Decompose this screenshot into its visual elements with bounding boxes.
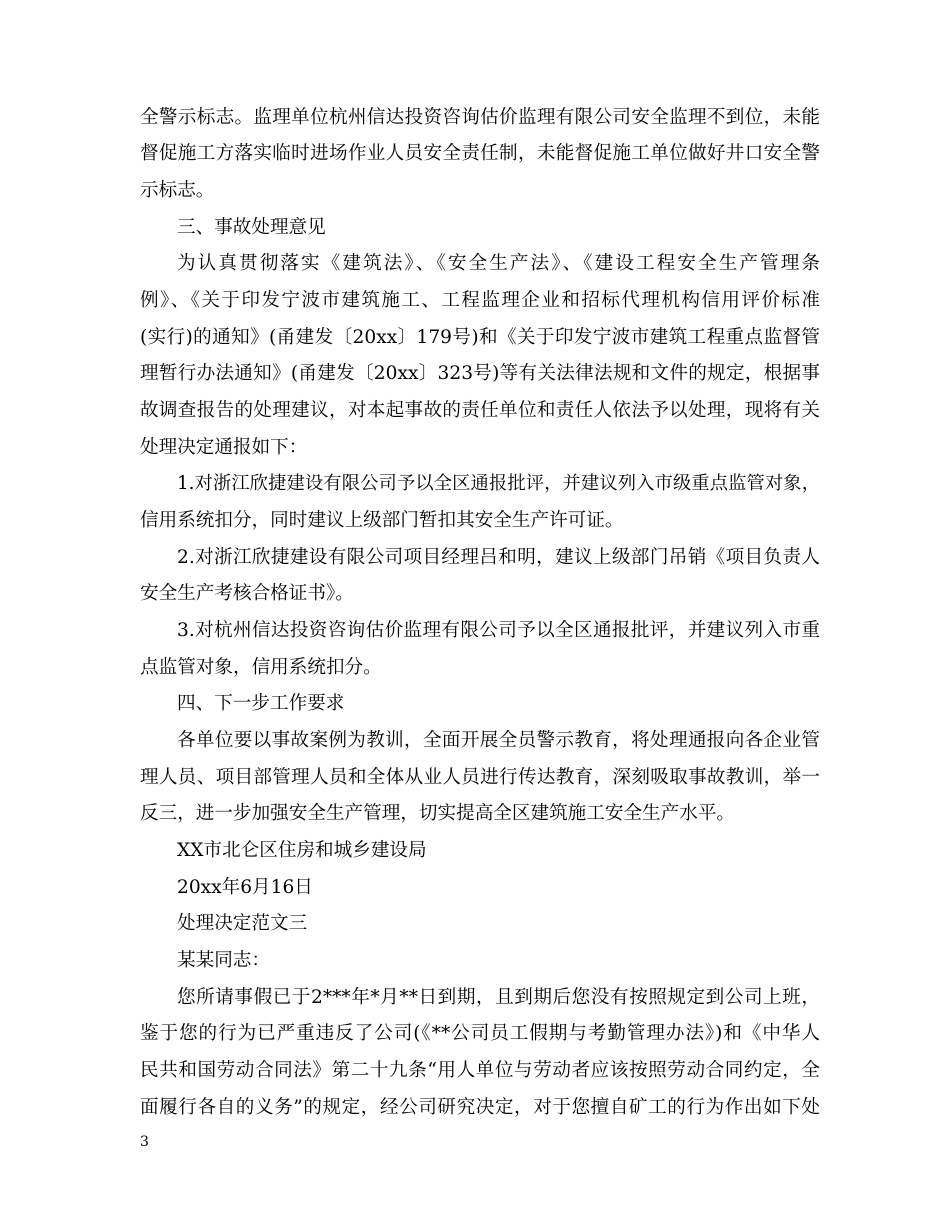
text-line: 故调查报告的处理建议，对本起事故的责任单位和责任人依法予以处理，现将有关 — [140, 400, 820, 421]
text-line: 2.对浙江欣捷建设有限公司项目经理吕和明，建议上级部门吊销《项目负责人 — [177, 547, 820, 568]
text-line: 点监管对象，信用系统扣分。 — [140, 657, 382, 678]
text-line: 为认真贯彻落实《建筑法》、《安全生产法》、《建设工程安全生产管理条 — [177, 253, 820, 274]
text-line: 各单位要以事故案例为教训，全面开展全员警示教育，将处理通报向各企业管 — [177, 730, 820, 751]
text-line: 某某同志： — [177, 950, 270, 971]
text-line: 示标志。 — [140, 180, 215, 201]
text-line: 三、事故处理意见 — [177, 217, 326, 238]
text-line: 您所请事假已于2***年*月**日到期，且到期后您没有按照规定到公司上班， — [177, 987, 820, 1008]
text-line: 20xx年6月16日 — [177, 877, 313, 898]
text-line: 安全生产考核合格证书》。 — [140, 583, 354, 604]
text-line: 面履行各自的义务”的规定，经公司研究决定，对于您擅自矿工的行为作出如下处 — [140, 1097, 820, 1118]
text-line: 鉴于您的行为已严重违反了公司(《**公司员工假期与考勤管理办法》)和《中华人 — [140, 1023, 820, 1044]
text-line: 处理决定范文三 — [177, 913, 308, 934]
text-line: XX市北仑区住房和城乡建设局 — [177, 840, 427, 861]
text-line: (实行)的通知》(甬建发〔20xx〕179号)和《关于印发宁波市建筑工程重点监督管 — [140, 327, 820, 348]
text-line: 例》、《关于印发宁波市建筑施工、工程监理企业和招标代理机构信用评价标准 — [140, 290, 820, 311]
text-line: 理暂行办法通知》(甬建发〔20xx〕323号)等有关法律法规和文件的规定，根据事 — [140, 363, 820, 384]
text-line: 3.对杭州信达投资咨询估价监理有限公司予以全区通报批评，并建议列入市重 — [177, 620, 820, 641]
text-line: 信用系统扣分，同时建议上级部门暂扣其安全生产许可证。 — [140, 510, 624, 531]
text-line: 全警示标志。监理单位杭州信达投资咨询估价监理有限公司安全监理不到位，未能 — [140, 107, 820, 128]
text-line: 理人员、项目部管理人员和全体从业人员进行传达教育，深刻吸取事故教训，举一 — [140, 767, 820, 788]
text-line: 督促施工方落实临时进场作业人员安全责任制，未能督促施工单位做好井口安全警 — [140, 143, 820, 164]
text-line: 反三，进一步加强安全生产管理，切实提高全区建筑施工安全生产水平。 — [140, 803, 736, 824]
page-number: 3 — [140, 1134, 149, 1150]
text-line: 1.对浙江欣捷建设有限公司予以全区通报批评，并建议列入市级重点监管对象， — [177, 473, 820, 494]
text-line: 民共和国劳动合同法》第二十九条“用人单位与劳动者应该按照劳动合同约定，全 — [140, 1060, 820, 1081]
text-line: 四、下一步工作要求 — [177, 693, 345, 714]
text-line: 处理决定通报如下： — [140, 437, 308, 458]
